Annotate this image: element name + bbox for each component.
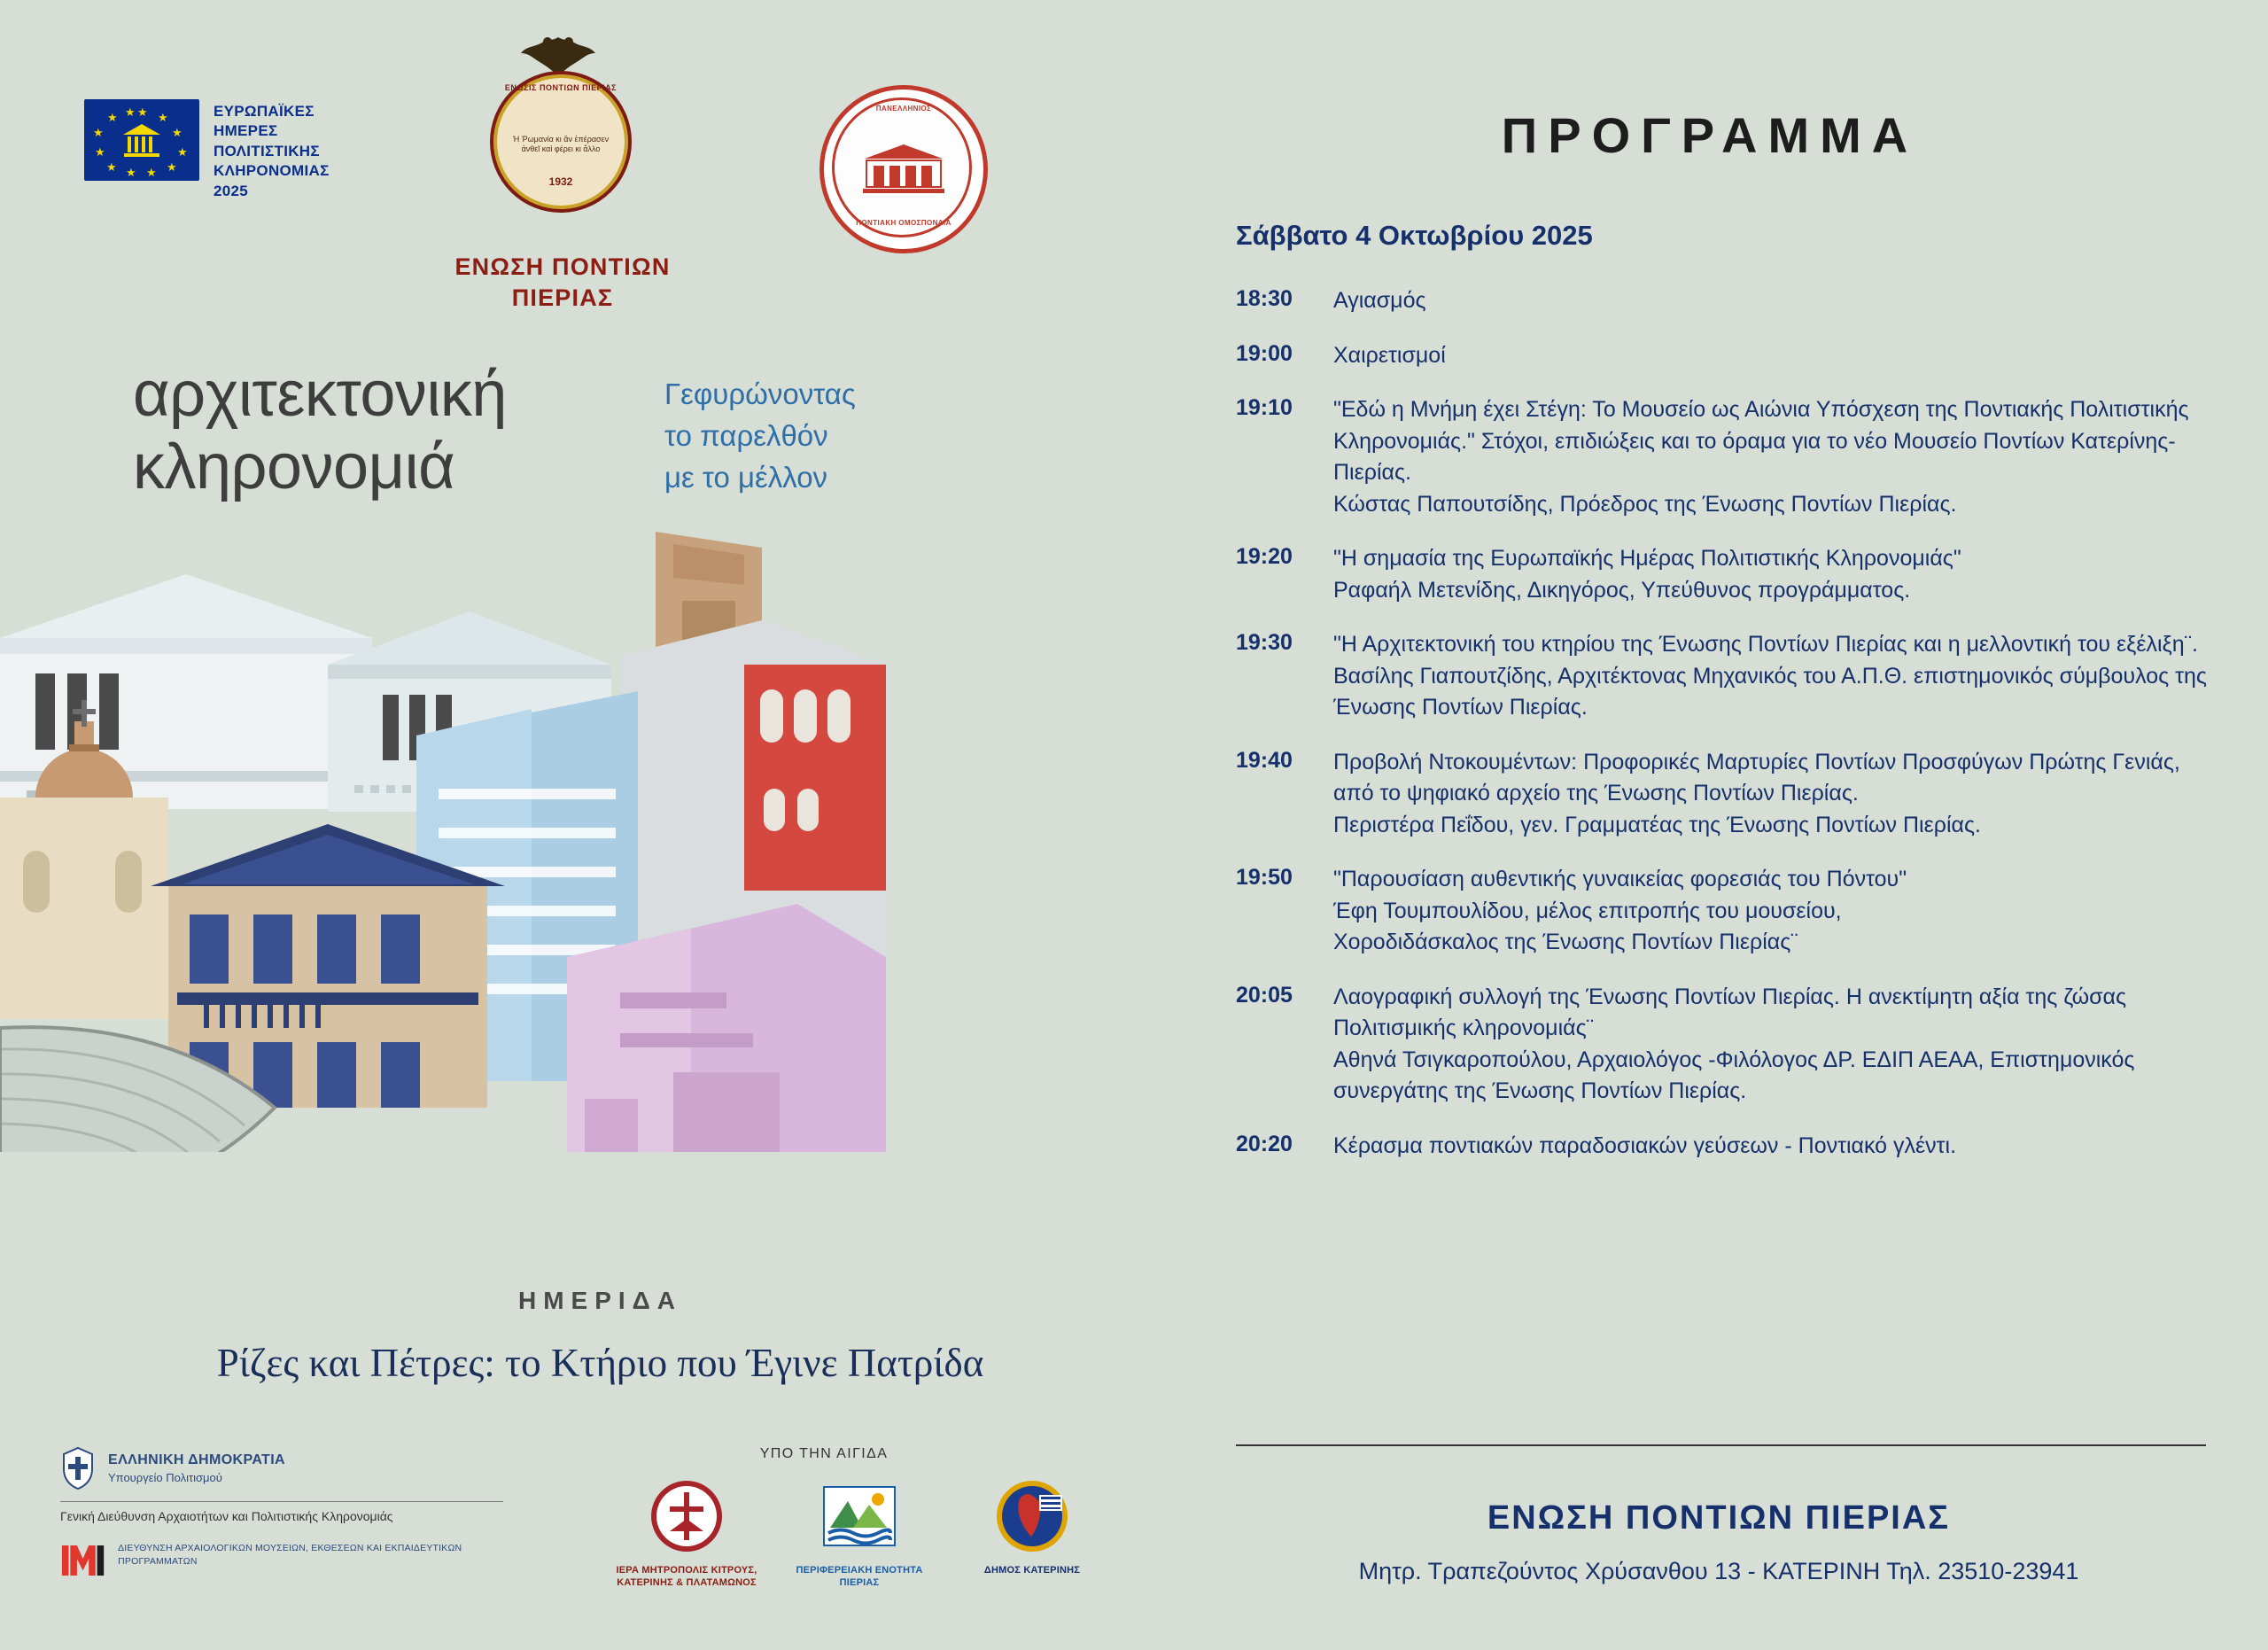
eu-line-1: ΕΥΡΩΠΑΪΚΕΣ bbox=[214, 103, 315, 120]
schedule-time: 19:50 bbox=[1236, 865, 1293, 890]
auspices-item-municipality bbox=[957, 1478, 1107, 1576]
ministry-name: ΕΛΛΗΝΙΚΗ ΔΗΜΟΚΡΑΤΙΑ bbox=[108, 1452, 285, 1467]
eu-stars: ★ ★ ★ ★ ★ ★ ★ ★ ★ ★ ★ ★ bbox=[93, 105, 188, 179]
schedule-row bbox=[1236, 982, 2219, 1108]
schedule-row bbox=[1236, 340, 2219, 372]
me-logo-text: ΔΙΕΥΘΥΝΣΗ ΑΡΧΑΙΟΛΟΓΙΚΩΝ ΜΟΥΣΕΙΩΝ, ΕΚΘΕΣΕΩΝ ΚΑΙ ΕΚΠΑΙΔΕΥΤΙΚΩΝ ΠΡΟΓΡΑΜΜΑΤΩΝ bbox=[118, 1543, 462, 1568]
ministry-row bbox=[60, 1446, 521, 1490]
architecture-illustration bbox=[0, 532, 1200, 1267]
conference-label: ΗΜΕΡΙΔΑ bbox=[517, 1287, 683, 1314]
eu-line-4: ΚΛΗΡΟΝΟΜΙΑΣ bbox=[214, 162, 330, 180]
schedule-time: 19:00 bbox=[1236, 340, 1293, 366]
schedule-row bbox=[1236, 394, 2219, 520]
pontian-federation-emblem bbox=[819, 85, 988, 245]
federation-building-icon bbox=[861, 143, 946, 199]
schedule-time: 19:10 bbox=[1236, 395, 1293, 420]
auspices-caption-municipality: ΔΗΜΟΣ ΚΑΤΕΡΙΝΗΣ bbox=[983, 1565, 1081, 1576]
schedule-time: 19:20 bbox=[1236, 544, 1293, 569]
auspices-item-region bbox=[784, 1478, 935, 1590]
eu-flag-icon bbox=[84, 99, 199, 181]
ministry-text bbox=[108, 1452, 285, 1484]
schedule-text: Χαιρετισμοί bbox=[1333, 342, 1446, 368]
conference-title: Ρίζες και Πέτρες: το Κτήριο που Έγινε Πατρίδα bbox=[216, 1341, 984, 1385]
auspices-title: ΥΠΟ ΤΗΝ ΑΙΓΙΔΑ bbox=[759, 1446, 889, 1461]
ministry-sub: Υπουργείο Πολιτισμού bbox=[108, 1471, 222, 1484]
headline-line-1: αρχιτεκτονική bbox=[133, 359, 507, 430]
auspices-item-metropolis bbox=[611, 1478, 762, 1590]
region-logo bbox=[821, 1478, 897, 1554]
schedule-text: "Παρουσίαση αυθεντικής γυναικείας φορεσιάς του Πόντου" Έφη Τουμπουλίδου, μέλος επιτροπής του μουσείου, Χοροδιδάσκαλος της Ένωσης Ποντίων Πιερίας¨ bbox=[1333, 867, 1907, 954]
schedule-text: "Η Αρχιτεκτονική του κτηρίου της Ένωσης Ποντίων Πιερίας και η μελλοντική του εξέλιξη¨. Βασίλης Γιαπουτζίδης, Αρχιτέκτονας Μηχανικός του Α.Π.Θ. επιστημονικός σύμβουλος της Ένωσης Ποντίων Πιερίας. bbox=[1333, 632, 2207, 720]
headline-sub-line-1: Γεφυρώνοντας bbox=[664, 377, 856, 410]
eu-monument-icon bbox=[121, 122, 162, 158]
eu-line-2: ΗΜΕΡΕΣ bbox=[214, 122, 278, 140]
auspices-caption-metropolis: ΙΕΡΑ ΜΗΤΡΟΠΟΛΙΣ ΚΙΤΡΟΥΣ, ΚΑΤΕΡΙΝΗΣ & ΠΛΑΤΑΜΩΝΟΣ bbox=[616, 1565, 757, 1589]
program-date: Σάββατο 4 Οκτωβρίου 2025 bbox=[1236, 220, 1593, 251]
metropolis-logo bbox=[649, 1478, 725, 1554]
museums-directorate-block bbox=[60, 1539, 521, 1582]
emblem-ring bbox=[490, 71, 632, 213]
footer-address: Μητρ. Τραπεζούντος Χρύσανθου 13 - ΚΑΤΕΡΙΝΗ Τηλ. 23510-23941 bbox=[1358, 1558, 2079, 1584]
schedule-time: 20:20 bbox=[1236, 1131, 1293, 1156]
schedule-row bbox=[1236, 864, 2219, 959]
schedule-text: Προβολή Ντοκουμέντων: Προφορικές Μαρτυρίες Ποντίων Προσφύγων Πρώτης Γενιάς, από το ψηφιακό αρχείο της Ένωσης Ποντίων Πιερίας. Περιστέρα Πεΐδου, γεν. Γραμματέας της Ένωσης Ποντίων Πιερίας. bbox=[1333, 749, 2180, 837]
footer-organization: ΕΝΩΣΗ ΠΟΝΤΙΩΝ ΠΙΕΡΙΑΣ bbox=[1487, 1499, 1951, 1537]
federation-bottom-text: ΠΟΝΤΙΑΚΗ ΟΜΟΣΠΟΝΔΙΑ bbox=[856, 219, 951, 227]
me-logo-icon bbox=[60, 1539, 105, 1582]
eu-heritage-days-logo bbox=[84, 99, 330, 201]
footer-divider bbox=[1236, 1444, 2206, 1446]
schedule-text: Λαογραφική συλλογή της Ένωσης Ποντίων Πιερίας. Η ανεκτίμητη αξία της ζώσας Πολιτισμικής κληρονομιάς¨ Αθηνά Τσιγκαροπούλου, Αρχαιολόγος -Φιλόλογος ΔΡ. ΕΔΙΠ ΑΕΑΑ, Επιστημονικός συνεργάτης της Ένωσης Ποντίων Πιερίας. bbox=[1333, 984, 2135, 1103]
headline-subtitle bbox=[664, 374, 856, 499]
ministry-divider bbox=[60, 1501, 503, 1502]
schedule-text: "Εδώ η Μνήμη έχει Στέγη: Το Μουσείο ως Αιώνια Υπόσχεση της Ποντιακής Πολιτιστικής Κληρονομιάς." Στόχοι, επιδιώξεις και το όραμα για το νέο Μουσείο Ποντίων Κατερίνης-Πιερίας. Κώστας Παπουτσίδης, Πρόεδρος της Ένωσης Ποντίων Πιερίας. bbox=[1333, 397, 2189, 517]
schedule-row bbox=[1236, 747, 2219, 842]
right-column bbox=[1223, 0, 2268, 1650]
schedule-row bbox=[1236, 543, 2219, 606]
emblem-center-text: Ἡ Ῥωμανία κι ἂν ἐπέρασεν ἀνθεῖ καὶ φέρει κι ἄλλο bbox=[512, 134, 610, 154]
headline-sub-line-2: το παρελθόν bbox=[664, 418, 828, 452]
headline-sub-line-3: με το μέλλον bbox=[664, 460, 828, 494]
schedule-row bbox=[1236, 285, 2219, 317]
eu-logo-text bbox=[214, 99, 330, 201]
auspices-caption-region: ΠΕΡΙΦΕΡΕΙΑΚΗ ΕΝΟΤΗΤΑ ΠΙΕΡΙΑΣ bbox=[796, 1565, 923, 1589]
schedule-time: 19:30 bbox=[1236, 630, 1293, 655]
auspices-logos bbox=[611, 1478, 1107, 1590]
municipality-logo bbox=[994, 1478, 1070, 1554]
eu-line-5: 2025 bbox=[214, 182, 249, 199]
schedule-time: 19:40 bbox=[1236, 747, 1293, 773]
schedule-time: 18:30 bbox=[1236, 286, 1293, 311]
program-title: ΠΡΟΓΡΑΜΜΑ bbox=[1501, 107, 1919, 163]
emblem-top-text: ΕΝΩΣΙΣ ΠΟΝΤΙΩΝ ΠΙΕΡΙΑΣ bbox=[504, 83, 617, 92]
poster-headline bbox=[133, 359, 1161, 502]
emblem-year: 1932 bbox=[548, 175, 573, 188]
eu-line-3: ΠΟΛΙΤΙΣΤΙΚΗΣ bbox=[214, 142, 320, 160]
union-of-pontians-emblem bbox=[474, 28, 642, 241]
headline-line-2: κληρονομιά bbox=[133, 431, 455, 502]
federation-top-text: ΠΑΝΕΛΛΗΝΙΟΣ bbox=[875, 105, 932, 113]
schedule-row bbox=[1236, 629, 2219, 724]
schedule-time: 20:05 bbox=[1236, 982, 1293, 1008]
schedule-text: "Η σημασία της Ευρωπαϊκής Ημέρας Πολιτιστικής Κληρονομιάς" Ραφαήλ Μετενίδης, Δικηγόρος, Υπεύθυνος προγράμματος. bbox=[1333, 546, 1961, 603]
hellenic-republic-crest-icon bbox=[60, 1446, 96, 1490]
schedule-text: Αγιασμός bbox=[1333, 288, 1426, 313]
schedule-row bbox=[1236, 1131, 2219, 1163]
union-emblem-caption: ΕΝΩΣΗ ΠΟΝΤΙΩΝ ΠΙΕΡΙΑΣ bbox=[454, 253, 671, 312]
program-schedule bbox=[1236, 285, 2219, 1185]
ministry-directorate: Γενική Διεύθυνση Αρχαιοτήτων και Πολιτιστικής Κληρονομιάς bbox=[60, 1509, 393, 1523]
schedule-text: Κέρασμα ποντιακών παραδοσιακών γεύσεων - Ποντιακό γλέντι. bbox=[1333, 1132, 1957, 1158]
ministry-block bbox=[60, 1446, 521, 1582]
